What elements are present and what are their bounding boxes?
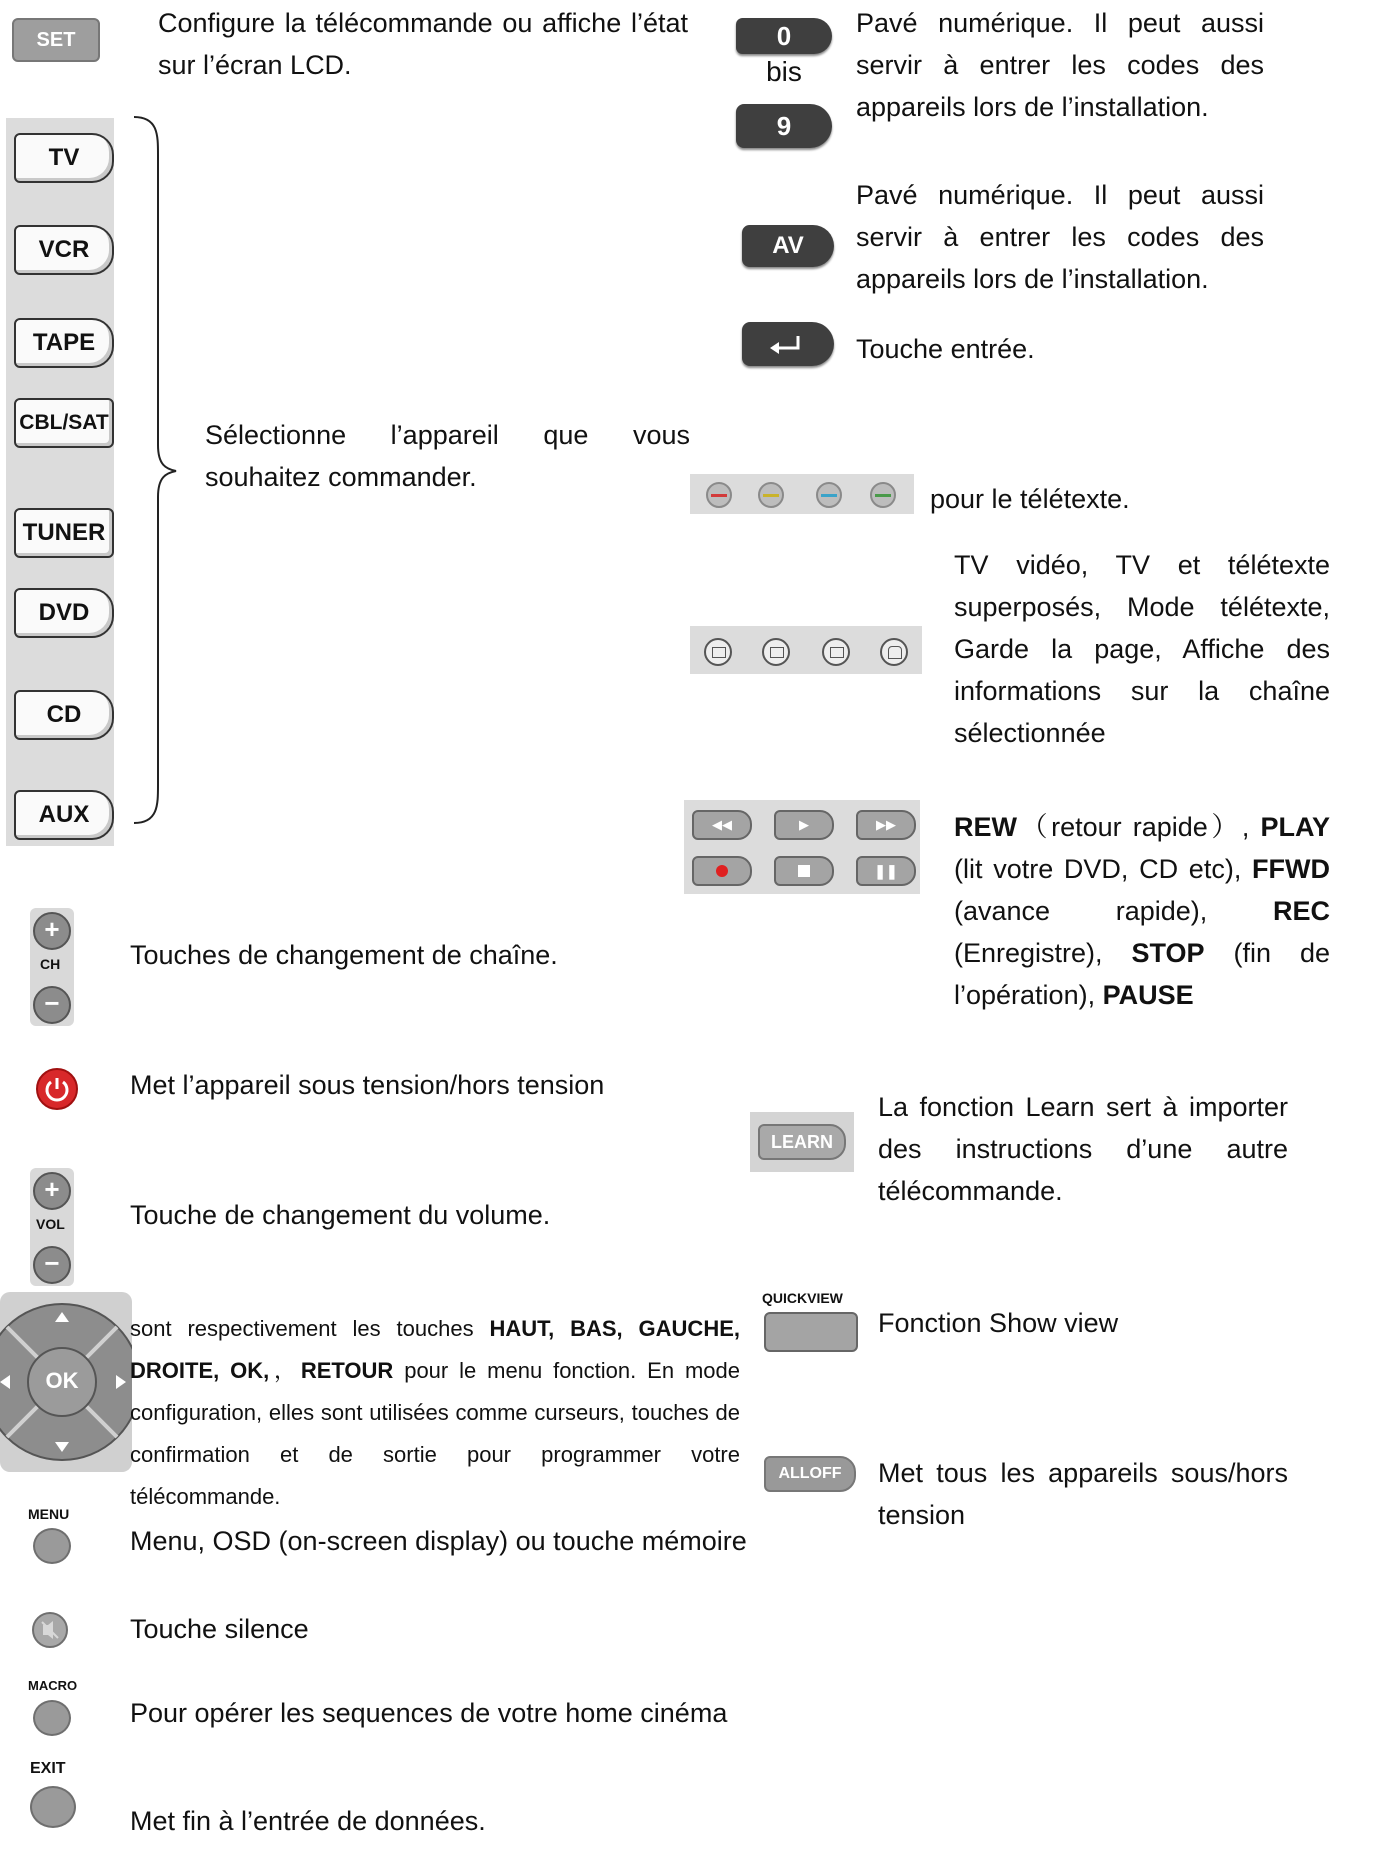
- quickview-key: [764, 1312, 858, 1352]
- macro-label: MACRO: [28, 1678, 78, 1693]
- navigation-description: sont respectivement les touches HAUT, BAS, GAUCHE, DROITE, OK,，RETOUR pour le menu fonction. En mode configuration, elles sont utilisées comme curseurs, touches de confirmation et de sortie pour programmer votre télécommande.: [130, 1316, 740, 1509]
- green-teletext-key: [870, 482, 896, 508]
- ch-label: CH: [40, 956, 61, 972]
- dvd-key: DVD: [14, 588, 114, 638]
- teletext-color-keys: [690, 474, 914, 514]
- set-description: Configure la télécommande ou affiche l’état sur l’écran LCD.: [158, 8, 688, 80]
- set-key: SET: [12, 18, 100, 62]
- blue-teletext-key: [816, 482, 842, 508]
- teletext-mode-description: TV vidéo, TV et télétexte superposés, Mode télétexte, Garde la page, Affiche des informations sur la chaîne sélectionnée: [954, 550, 1330, 748]
- channel-description: Touches de changement de chaîne.: [130, 940, 558, 970]
- exit-label: EXIT: [30, 1760, 66, 1777]
- volume-description: Touche de changement du volume.: [130, 1200, 551, 1230]
- teletext-mode-keys: [690, 626, 922, 674]
- teletext-color-description: pour le télétexte.: [930, 484, 1130, 514]
- fast-forward-key: ▶▶: [856, 810, 916, 840]
- rewind-key: ◀◀: [692, 810, 752, 840]
- menu-label: MENU: [28, 1506, 70, 1522]
- transport-keys: [684, 800, 920, 894]
- record-dot-icon: [716, 865, 728, 877]
- learn-key: LEARN: [758, 1124, 846, 1160]
- hold-icon: [880, 638, 908, 666]
- macro-key: [33, 1700, 71, 1736]
- bis-label: bis: [766, 56, 802, 87]
- enter-arrow-icon: [742, 322, 834, 366]
- yellow-teletext-key: [758, 482, 784, 508]
- tv-key: TV: [14, 133, 114, 183]
- aux-key: AUX: [14, 790, 114, 840]
- mix-icon: [762, 638, 790, 666]
- tape-key: TAPE: [14, 318, 114, 368]
- minus-icon: −: [33, 1246, 71, 1284]
- alloff-description: Met tous les appareils sous/hors tension: [878, 1458, 1288, 1530]
- mute-description: Touche silence: [130, 1614, 309, 1644]
- exit-key: [30, 1786, 76, 1828]
- nine-key: 9: [736, 104, 832, 148]
- macro-description: Pour opérer les sequences de votre home cinéma: [130, 1698, 728, 1728]
- navigation-pad: [0, 1292, 132, 1472]
- stop-icon: [798, 865, 810, 877]
- power-icon: [36, 1068, 78, 1110]
- menu-description: Menu, OSD (on-screen display) ou touche mémoire: [130, 1526, 747, 1556]
- quickview-label: QUICKVIEW: [762, 1290, 843, 1306]
- av-description: Pavé numérique. Il peut aussi servir à entrer les codes des appareils lors de l’installation.: [856, 180, 1264, 294]
- menu-key: [33, 1528, 71, 1564]
- teletext-icon: [822, 638, 850, 666]
- channel-rocker: [30, 908, 74, 1026]
- cblsat-key: CBL/SAT: [14, 398, 114, 448]
- enter-key: [742, 322, 834, 366]
- minus-icon: −: [33, 986, 71, 1024]
- record-key: [692, 856, 752, 886]
- av-key: AV: [742, 225, 834, 267]
- enter-description: Touche entrée.: [856, 334, 1035, 364]
- zero-key: 0: [736, 18, 832, 54]
- brace-icon: [130, 115, 180, 825]
- red-teletext-key: [706, 482, 732, 508]
- device-description: Sélectionne l’appareil que vous souhaitez commander.: [205, 420, 690, 492]
- numpad-description: Pavé numérique. Il peut aussi servir à entrer les codes des appareils lors de l’installation.: [856, 8, 1264, 122]
- mute-icon: [32, 1612, 68, 1648]
- tuner-key: TUNER: [14, 508, 114, 558]
- exit-description: Met fin à l’entrée de données.: [130, 1806, 486, 1836]
- power-description: Met l’appareil sous tension/hors tension: [130, 1070, 605, 1100]
- ok-label: OK: [45, 1368, 79, 1393]
- cd-key: CD: [14, 690, 114, 740]
- alloff-key: ALLOFF: [764, 1456, 856, 1492]
- pause-key: ❚❚: [856, 856, 916, 886]
- transport-description: REW（retour rapide）, PLAY (lit votre DVD, CD etc), FFWD (avance rapide), REC (Enregistre), STOP (fin de l’opération), PAUSE: [954, 812, 1330, 1010]
- play-key: ▶: [774, 810, 834, 840]
- plus-icon: +: [33, 1172, 71, 1210]
- quickview-description: Fonction Show view: [878, 1308, 1119, 1338]
- learn-description: La fonction Learn sert à importer des instructions d’une autre télécommande.: [878, 1092, 1288, 1206]
- vol-label: VOL: [36, 1216, 65, 1232]
- vcr-key: VCR: [14, 225, 114, 275]
- tv-video-icon: [704, 638, 732, 666]
- volume-rocker: [30, 1168, 74, 1286]
- stop-key: [774, 856, 834, 886]
- plus-icon: +: [33, 912, 71, 950]
